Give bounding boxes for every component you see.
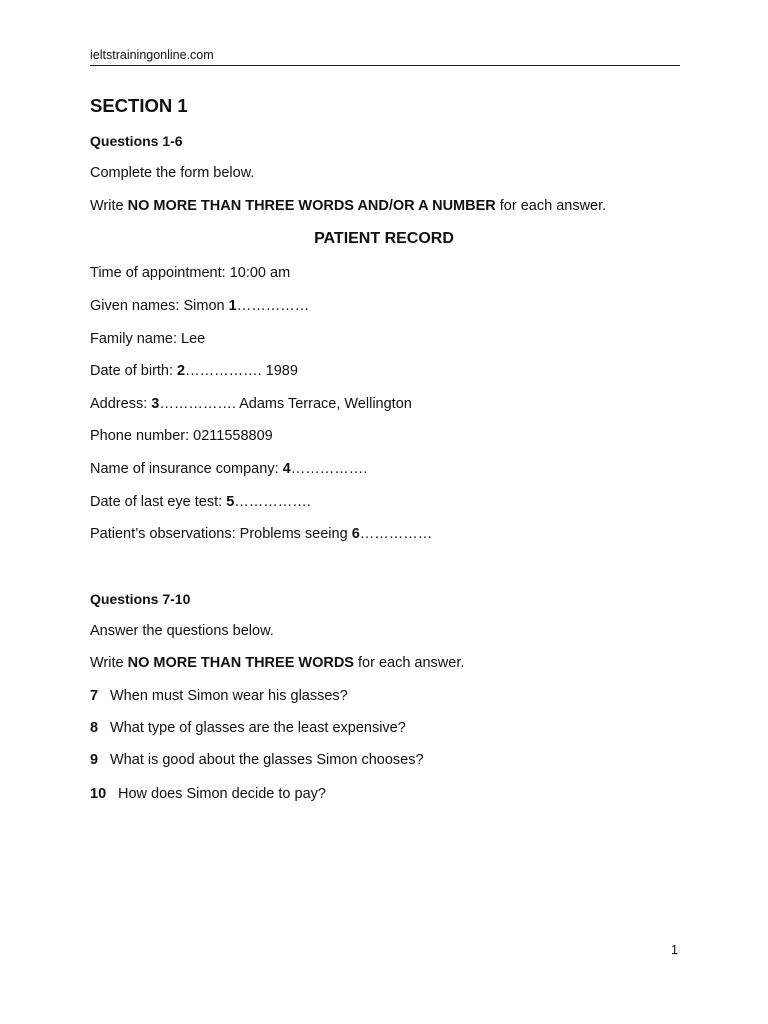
question-2-blank: ……………. 1989 (185, 363, 298, 379)
question-4-blank: ……………. (290, 461, 368, 477)
section-title: SECTION 1 (90, 95, 188, 116)
question-2-number: 2 (177, 363, 186, 379)
part1-word-limit (90, 198, 606, 214)
question-7-number: 7 (90, 688, 99, 704)
word-limit-suffix: for each answer. (495, 198, 607, 214)
part2-word-limit (90, 655, 464, 671)
question-3-number: 3 (151, 396, 160, 412)
question-3-blank: ……………. Adams Terrace, Wellington (159, 396, 412, 412)
word-limit-suffix: for each answer. (353, 655, 465, 671)
question-8 (90, 720, 406, 736)
question-4-number: 4 (282, 461, 291, 477)
observations-label: Patient’s observations: Problems seeing (90, 526, 352, 542)
word-limit-prefix: Write (90, 655, 128, 671)
question-9-text: What is good about the glasses Simon chooses? (110, 752, 424, 768)
part2-instruction: Answer the questions below. (90, 623, 274, 639)
page-number: 1 (671, 943, 678, 957)
questions-7-10-heading: Questions 7-10 (90, 591, 191, 607)
eye-test-label: Date of last eye test: (90, 494, 227, 510)
question-7 (90, 688, 348, 704)
questions-1-6-heading: Questions 1-6 (90, 133, 183, 149)
question-8-text: What type of glasses are the least expensive? (110, 720, 406, 736)
question-9 (90, 752, 424, 768)
word-limit-bold: NO MORE THAN THREE WORDS (127, 655, 354, 671)
question-9-number: 9 (90, 752, 99, 768)
appointment-line: Time of appointment: 10:00 am (90, 265, 291, 281)
question-10-number: 10 (90, 786, 107, 802)
word-limit-bold: NO MORE THAN THREE WORDS AND/OR A NUMBER (127, 198, 496, 214)
word-limit-prefix: Write (90, 198, 128, 214)
observations-line (90, 526, 432, 542)
question-8-number: 8 (90, 720, 99, 736)
part1-instruction: Complete the form below. (90, 165, 255, 181)
insurance-label: Name of insurance company: (90, 461, 283, 477)
header-site-text: ieltstrainingonline.com (90, 48, 214, 62)
question-10 (90, 786, 326, 802)
dob-label: Date of birth: (90, 363, 178, 379)
question-6-number: 6 (351, 526, 360, 542)
phone-line: Phone number: 0211558809 (90, 428, 273, 444)
given-names-label: Given names: Simon (90, 298, 229, 314)
address-label: Address: (90, 396, 152, 412)
question-5-number: 5 (226, 494, 235, 510)
family-name-line: Family name: Lee (90, 331, 206, 347)
question-1-number: 1 (228, 298, 237, 314)
question-5-blank: ……………. (234, 494, 311, 510)
dob-line (90, 363, 298, 379)
insurance-line (90, 461, 367, 477)
form-title: PATIENT RECORD (314, 230, 454, 247)
given-names-line (90, 298, 309, 314)
question-7-text: When must Simon wear his glasses? (110, 688, 348, 704)
question-10-text: How does Simon decide to pay? (118, 786, 326, 802)
address-line (90, 396, 412, 412)
question-1-blank: …………… (236, 298, 310, 314)
eye-test-line (90, 494, 311, 510)
question-6-blank: …………… (359, 526, 433, 542)
header-divider (90, 65, 680, 66)
